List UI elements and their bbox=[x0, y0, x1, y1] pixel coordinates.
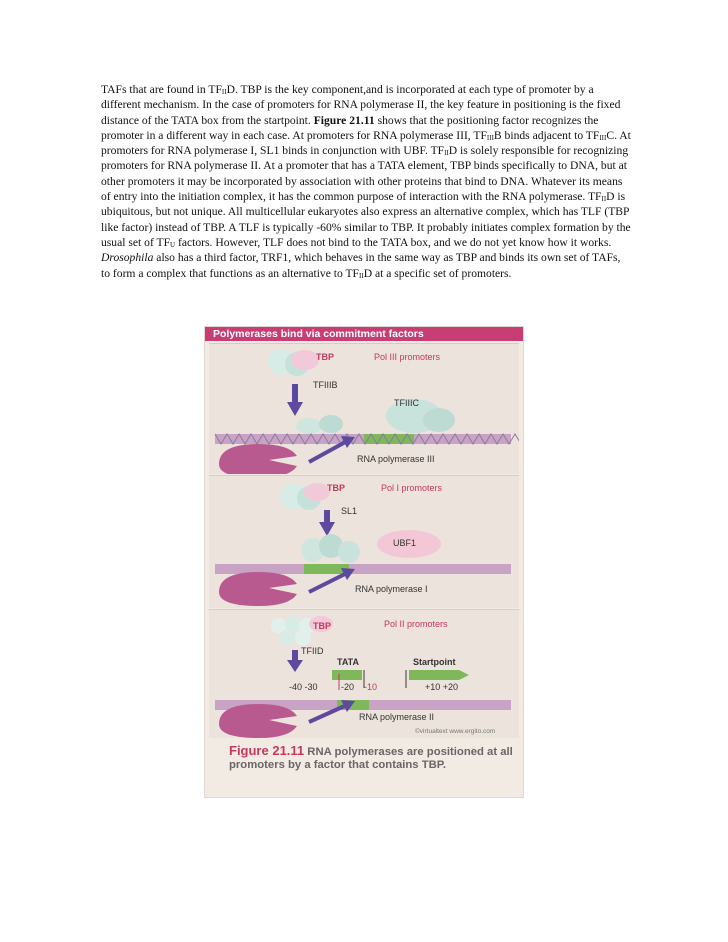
panel-pol-iii bbox=[209, 343, 519, 474]
tbp-shape bbox=[291, 350, 319, 370]
arrow-down-icon bbox=[287, 402, 303, 416]
startpoint-arrow-icon bbox=[409, 670, 469, 680]
figure-caption bbox=[229, 745, 519, 771]
arrow-down-icon bbox=[287, 660, 303, 672]
tata-label: TATA bbox=[337, 657, 359, 667]
factor-blob bbox=[319, 415, 343, 433]
factor-label: SL1 bbox=[341, 506, 358, 516]
figure-reference: Figure 21.11 bbox=[313, 113, 375, 127]
figure-header: Polymerases bind via commitment factors bbox=[205, 327, 523, 341]
promoter-label: Pol III promoters bbox=[374, 352, 441, 362]
figure-21-11 bbox=[204, 326, 524, 798]
factor-blob bbox=[338, 541, 360, 563]
factor2-label: TFIIIC bbox=[394, 398, 419, 408]
polymerase-shape bbox=[219, 444, 297, 474]
panel-pol-ii bbox=[209, 609, 519, 738]
position-label: -40 -30 bbox=[289, 682, 318, 692]
arrow-down-icon bbox=[319, 522, 335, 536]
tbp-label: TBP bbox=[327, 483, 345, 493]
body-paragraph: TAFs that are found in $TF_{II}D$. TBP is the key component,and is incorporated at each type of promoter by a different mechanism. In the case of promoters for RNA polymerase II, the key feature in positioning is the fixed distance of the TATA box from the startpoint. Figure 21.11 shows that the positioning factor recognizes the promoter in a different way in each case. At promoters for RNA polymerase III, $TF_{III}B$ binds adjacent to $TF_{III}C$. At promoters for RNA polymerase I, SL1 binds in conjunction with UBF. $TF_{II}D$ is solely responsible for recognizing promoters for RNA polymerase II. At a promoter that has a TATA element, TBP binds specifically to DNA, but at other promoters it may be incorporated by association with other proteins that bind to DNA. Whatever its means of entry into the initiation complex, it has the common purpose of interaction with the RNA polymerase. $TF_{II}D$ is ubiquitous, but not unique. All multicellular eukaryotes also express an alternative complex, which has TLF (TBP like factor) instead of TBP. A TLF is typically -60% similar to TBP. It probably initiates complex formation by the usual set of $TF_U$ factors. However, TLF does not bind to the TATA box, and we do not yet know how it works. Drosophila also has a third factor, TRF1, which behaves in the same way as TBP and binds its own set of TAFs, to form a complex that functions as an alternative to $TF_{II}D$ at a specific set of promoters. bbox=[101, 83, 631, 280]
species-name: Drosophila bbox=[101, 251, 154, 265]
tfiid-blob bbox=[285, 616, 301, 632]
factor-label: TFIID bbox=[301, 646, 324, 656]
factor-label: TFIIIB bbox=[313, 380, 338, 390]
polymerase-label: RNA polymerase I bbox=[355, 584, 428, 594]
arrow-icon bbox=[309, 572, 349, 592]
panel-pol-i bbox=[209, 475, 519, 608]
polymerase-label: RNA polymerase II bbox=[359, 712, 435, 722]
polymerase-shape bbox=[219, 704, 297, 738]
tata-box bbox=[332, 670, 362, 680]
caption-text: RNA polymerases are positioned at all promoters by a factor that contains TBP. bbox=[229, 746, 513, 771]
polymerase-shape bbox=[219, 572, 297, 606]
promoter-label: Pol I promoters bbox=[381, 483, 443, 493]
tbp-label: TBP bbox=[313, 621, 331, 631]
tfiid-blob bbox=[295, 630, 311, 646]
promoter-label: Pol II promoters bbox=[384, 619, 448, 629]
tfiiic-blob bbox=[423, 408, 455, 432]
factor-blob bbox=[296, 418, 322, 434]
tbp-label: TBP bbox=[316, 352, 334, 362]
tfiid-blob bbox=[279, 630, 295, 646]
caption-number: Figure 21.11 bbox=[229, 743, 305, 758]
factor2-label: UBF1 bbox=[393, 538, 417, 548]
figure-credit: ©virtualtext www.ergito.com bbox=[415, 728, 496, 735]
position-label: -20 bbox=[341, 682, 355, 692]
startpoint-label: Startpoint bbox=[413, 657, 456, 667]
polymerase-label: RNA polymerase III bbox=[357, 454, 435, 464]
position-label: +10 +20 bbox=[425, 682, 459, 692]
position-label: -10 bbox=[364, 682, 378, 692]
